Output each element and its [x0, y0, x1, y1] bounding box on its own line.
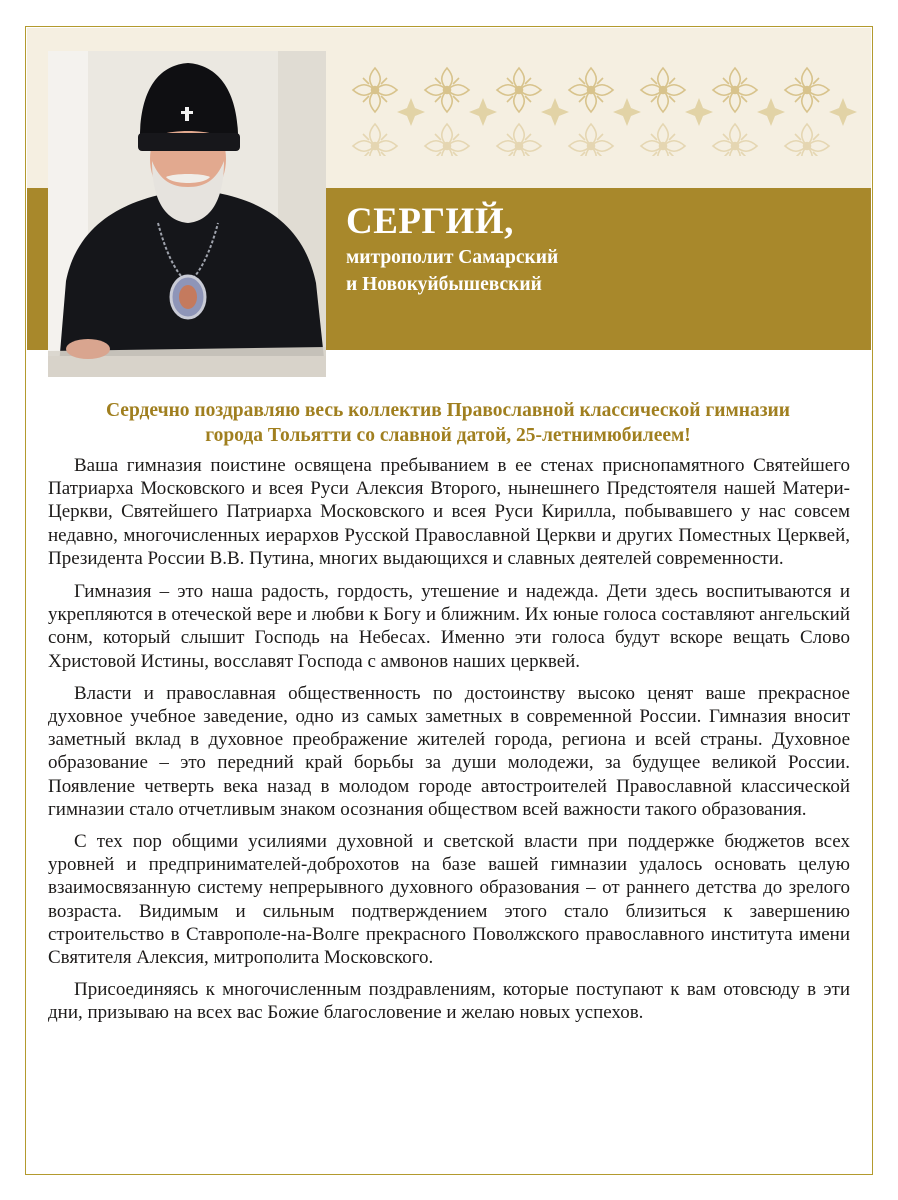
- greeting-line-2: города Тольятти со славной датой, 25-летнимюбилеем!: [205, 425, 691, 446]
- paragraph-1: Ваша гимназия поистине освящена пребыванием в ее стенах приснопамятного Святейшего Патриарха Московского и всея Руси Алексия Второго, нынешнего Предстоятеля нашей Матери-Церкви, Святейшего Патриарха Московского и всея Руси Кирилла, побывавшего у нас совсем недавно, многочисленных иерархов Русской Православной Церкви и других Поместных Церквей, Президента России В.В. Путина, многих выдающихся и славных деятелей современности.: [48, 455, 850, 569]
- author-title-line-2: и Новокуйбышевский: [346, 274, 542, 295]
- author-name: СЕРГИЙ,: [346, 201, 514, 242]
- paragraph-2: Гимназия – это наша радость, гордость, утешение и надежда. Дети здесь воспитываются и укрепляются в отеческой вере и любви к Богу и ближним. Их юные голоса составляют ангельский сонм, который слышит Господь на Небесах. Именно эти голоса будут вскоре вещать Слово Христовой Истины, восславят Господа с амвонов наших церквей.: [48, 581, 850, 672]
- greeting-line-1: Сердечно поздравляю весь коллектив Православной классической гимназии: [105, 400, 791, 421]
- author-title-line-1: митрополит Самарский: [346, 247, 559, 268]
- page-border: [25, 26, 873, 1175]
- paragraph-5: Присоединяясь к многочисленным поздравлениям, которые поступают к вам отовсюду в эти дни, призываю на всех вас Божие благословение и желаю новых успехов.: [48, 979, 850, 1024]
- paragraph-4: С тех пор общими усилиями духовной и светской власти при поддержке бюджетов всех уровней и предпринимателей-доброхотов на базе вашей гимназии удалось основать целую взаимосвязанную систему непрерывного духовного образования – от раннего детства до зрелого возраста. Видимым и сильным подтверждением этого стало близиться к завершению строительство в Ставрополе-на-Волге прекрасного Поволжского православного института имени Святителя Алексия, митрополита Московского.: [48, 831, 850, 969]
- paragraph-3: Власти и православная общественность по достоинству высоко ценят ваше прекрасное духовное учебное заведение, одно из самых заметных в современной России. Гимназия вносит заметный вклад в духовное преображение жителей города, региона и всей страны. Духовное образование – это передний край борьбы за души молодежи, за будущее великой России. Появление четверть века назад в молодом городе автостроителей Православной классической гимназии стало отчетливым знаком осознания обществом всей важности такого образования.: [48, 682, 850, 820]
